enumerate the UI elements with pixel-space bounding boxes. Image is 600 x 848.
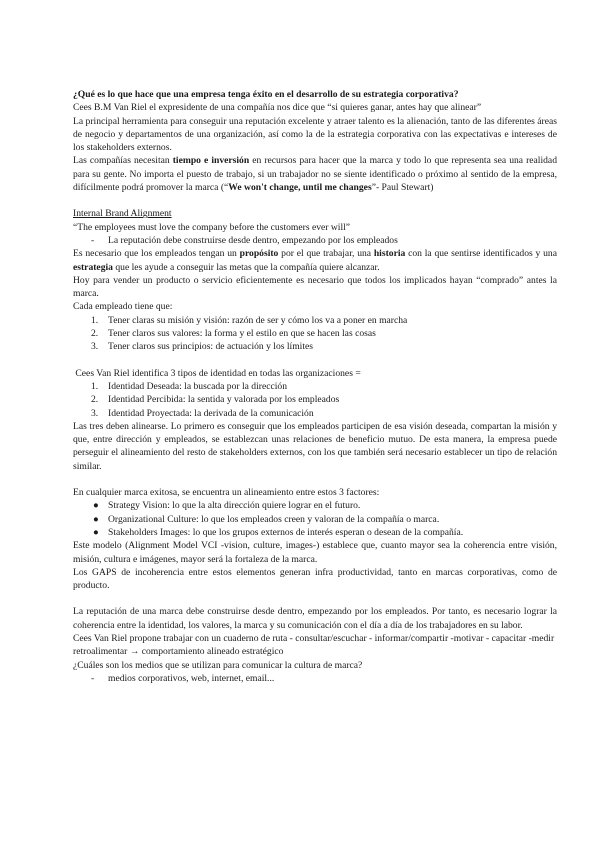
bullet-icon: ● xyxy=(93,500,99,512)
brand-quote: “The employees must love the company before the customers ever will” xyxy=(73,221,351,233)
identity-intro: Cees Van Riel identifica 3 tipos de identidad en todas las organizaciones = xyxy=(73,367,361,379)
document-title: ¿Qué es lo que hace que una empresa tenga éxito en el desarrollo de su estrategia corporativa? xyxy=(73,89,459,100)
number-marker: 3. xyxy=(91,407,99,419)
list-item xyxy=(73,499,557,512)
list-item-text: Identidad Proyectada: la derivada de la comunicación xyxy=(108,407,314,419)
bullet-icon: ● xyxy=(93,526,99,538)
brand-dash-list xyxy=(73,234,557,247)
list-item xyxy=(73,513,557,526)
list-item-text: Tener claros sus principios: de actuación y los límites xyxy=(108,341,314,353)
closing-paragraph-1: La reputación de una marca debe construirse desde dentro, empezando por los empleados. Por tanto, es necesario lograr la coherencia entre la identidad, los valores, la marca y su comunicación con el día a día de los trabajadores en su labor. xyxy=(73,606,557,631)
intro-paragraph-2: La principal herramienta para conseguir una reputación excelente y atraer talento es la alienación, tanto de las diferentes áreas de negocio y departamentos de una organización, así como la de la estrategia corporativa con las expectativas e intereses de los stakeholders externos. xyxy=(73,115,557,154)
list-item xyxy=(73,234,557,247)
closing-question: ¿Cuáles son los medios que se utilizan para comunicar la cultura de marca? xyxy=(73,659,363,671)
identity-paragraph: Las tres deben alinearse. Lo primero es conseguir que los empleados participen de esa visión deseada, compartan la misión y que, entre dirección y empleados, se establezcan unas relaciones de beneficio mutuo. De esta manera, la empresa puede perseguir el alineamiento del resto de stakeholders externos, con los que también será necesario establecer un tipo de relación similar. xyxy=(73,420,557,472)
brand-paragraph-2: Hoy para vender un producto o servicio eficientemente es necesario que todos los implicados hayan “comprado” antes la marca. xyxy=(73,274,557,300)
factors-intro: En cualquier marca exitosa, se encuentra un alineamiento entre estos 3 factores: xyxy=(73,487,380,499)
intro-paragraph-3 xyxy=(73,154,557,194)
emphasis-purpose: propósito xyxy=(239,248,279,260)
list-item-text: Identidad Deseada: la buscada por la dirección xyxy=(108,380,288,392)
factors-bullet-list xyxy=(73,499,557,539)
number-marker: 2. xyxy=(91,394,99,406)
number-marker: 3. xyxy=(91,341,99,353)
text-run: ”- Paul Stewart) xyxy=(371,182,434,194)
number-marker: 2. xyxy=(91,328,99,340)
list-item xyxy=(73,340,557,353)
list-item xyxy=(73,327,557,340)
text-run: en recursos para hacer que la marca y todo lo que representa sea una realidad para su gente. No importa el puesto de trabajo, si un trabajador no se siente identificado o próximo al sentido de la empresa, difícilmente podrá promover la marca (“ xyxy=(73,155,557,194)
bullet-icon: ● xyxy=(93,513,99,525)
list-item-text: Strategy Vision: lo que la alta dirección quiere lograr en el futuro. xyxy=(108,500,361,512)
text-run: Las compañías necesitan xyxy=(73,155,173,167)
number-marker: 1. xyxy=(91,380,99,392)
list-item-text: Stakeholders Images: lo que los grupos externos de interés esperan o desean de la compañía. xyxy=(108,526,464,538)
closing-dash-list xyxy=(73,672,557,685)
list-item-text: medios corporativos, web, internet, email... xyxy=(108,672,275,684)
brand-paragraph-1 xyxy=(73,247,557,274)
quote-paul-stewart: We won't change, until me changes xyxy=(228,182,372,194)
dash-marker: - xyxy=(91,234,95,246)
employee-steps-list xyxy=(73,314,557,354)
list-item xyxy=(73,526,557,539)
number-marker: 1. xyxy=(91,314,99,326)
list-item xyxy=(73,314,557,327)
list-item xyxy=(73,393,557,406)
list-item-text: Identidad Percibida: la sentida y valorada por los empleados xyxy=(108,394,340,406)
emphasis-history: historia xyxy=(373,248,406,260)
emphasis-strategy: estrategia xyxy=(73,261,113,273)
factors-paragraph-1: Este modelo (Alignment Model VCI -vision, culture, images-) establece que, cuanto mayor sea la coherencia entre visión, misión, cultura e imágenes, mayor será la fortaleza de la marca. xyxy=(73,540,557,565)
list-item-text: Organizational Culture: lo que los empleados creen y valoran de la compañía o marca. xyxy=(108,513,440,525)
document-body xyxy=(73,88,557,685)
identity-types-list xyxy=(73,380,557,420)
emphasis-time-investment: tiempo e inversión xyxy=(172,155,250,167)
list-item xyxy=(73,407,557,420)
list-item xyxy=(73,672,557,685)
list-item-text: La reputación debe construirse desde dentro, empezando por los empleados xyxy=(108,234,398,246)
list-item-text: Tener claros sus valores: la forma y el estilo en que se hacen las cosas xyxy=(108,328,376,340)
section-heading-brand-alignment: Internal Brand Alignment xyxy=(73,208,172,220)
dash-marker: - xyxy=(91,672,95,684)
text-run: con la que sentirse identificados y una xyxy=(405,248,557,260)
factors-paragraph-2: Los GAPS de incoherencia entre estos elementos generan infra productividad, tanto en marcas corporativas, como de producto. xyxy=(73,566,557,592)
text-run: que les ayude a conseguir las metas que la compañía quiere alcanzar. xyxy=(112,261,380,273)
closing-paragraph-2: Cees Van Riel propone trabajar con un cuaderno de ruta - consultar/escuchar - informar/compartir -motivar - capacitar -medir retroalimentar → comportamiento alineado estratégico xyxy=(73,632,555,658)
brand-paragraph-3: Cada empleado tiene que: xyxy=(73,301,173,313)
intro-paragraph-1: Cees B.M Van Riel el expresidente de una compañía nos dice que “si quieres ganar, antes hay que alinear” xyxy=(73,102,482,114)
text-run: Es necesario que los empleados tengan un xyxy=(73,248,240,260)
list-item-text: Tener claras su misión y visión: razón de ser y cómo los va a poner en marcha xyxy=(108,314,408,326)
text-run: por el que trabajar, una xyxy=(278,248,374,260)
list-item xyxy=(73,380,557,393)
